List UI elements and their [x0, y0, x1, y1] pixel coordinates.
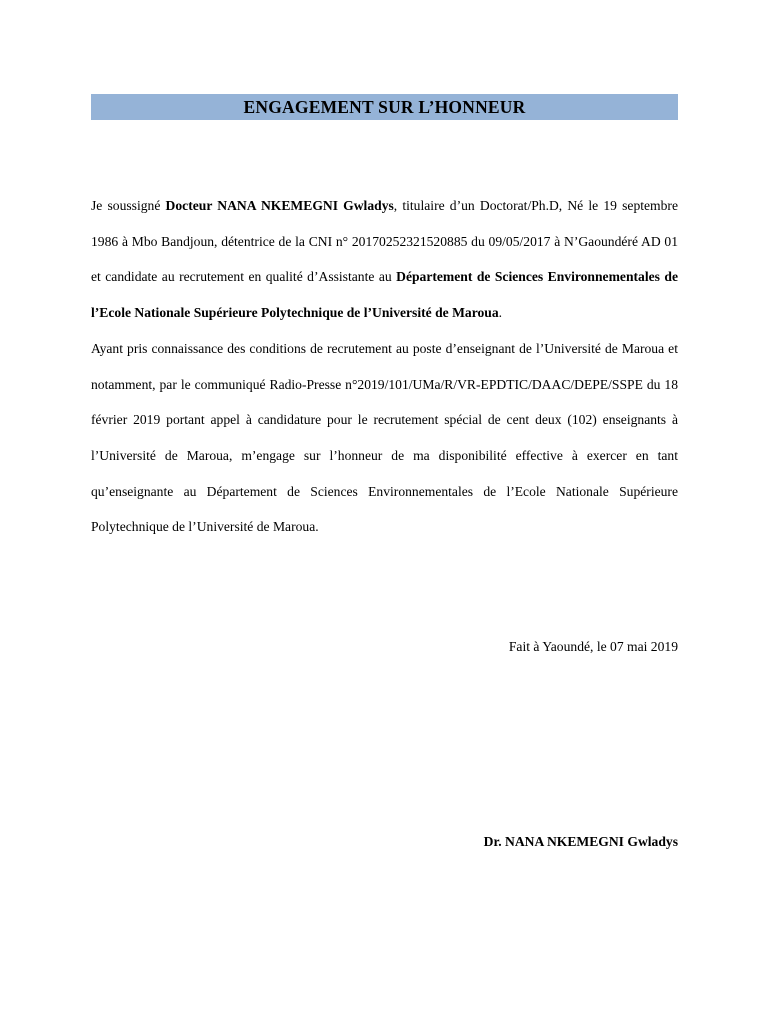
declarant-name: Docteur NANA NKEMEGNI Gwladys [165, 198, 394, 213]
document-body [91, 188, 678, 545]
declaration-intro: Je soussigné [91, 198, 166, 213]
paragraph-declaration [91, 188, 678, 331]
declaration-end: . [498, 305, 503, 321]
document-title: ENGAGEMENT SUR L’HONNEUR [243, 96, 526, 117]
title-banner [91, 94, 678, 120]
declaration-details: , titulaire d’un Doctorat/Ph.D, Né le 19 septembre 1986 à Mbo Bandjoun, détentrice de la CNI n° 20170252321520885 du 09/05/2017 à N’Gaoundéré AD 01 et candidate au recrutement en qualité d’Assistante au [91, 198, 678, 285]
department-name: Département de Sciences Environnementales de l’Ecole Nationale Supérieure Polytechnique de l’Université de Maroua [91, 269, 678, 321]
signature-name: Dr. NANA NKEMEGNI Gwladys [483, 834, 678, 849]
paragraph-commitment: Ayant pris connaissance des conditions de recrutement au poste d’enseignant de l’Université de Maroua et notamment, par le communiqué Radio-Presse n°2019/101/UMa/R/VR-EPDTIC/DAAC/DEPE/SSPE du 18 février 2019 portant appel à candidature pour le recrutement spécial de cent deux (102) enseignants à l’Université de Maroua, m’engage sur l’honneur de ma disponibilité effective à exercer en tant qu’enseignante au Département de Sciences Environnementales de l’Ecole Nationale Supérieure Polytechnique de l’Université de Maroua. [91, 340, 678, 535]
place-date: Fait à Yaoundé, le 07 mai 2019 [508, 639, 678, 654]
